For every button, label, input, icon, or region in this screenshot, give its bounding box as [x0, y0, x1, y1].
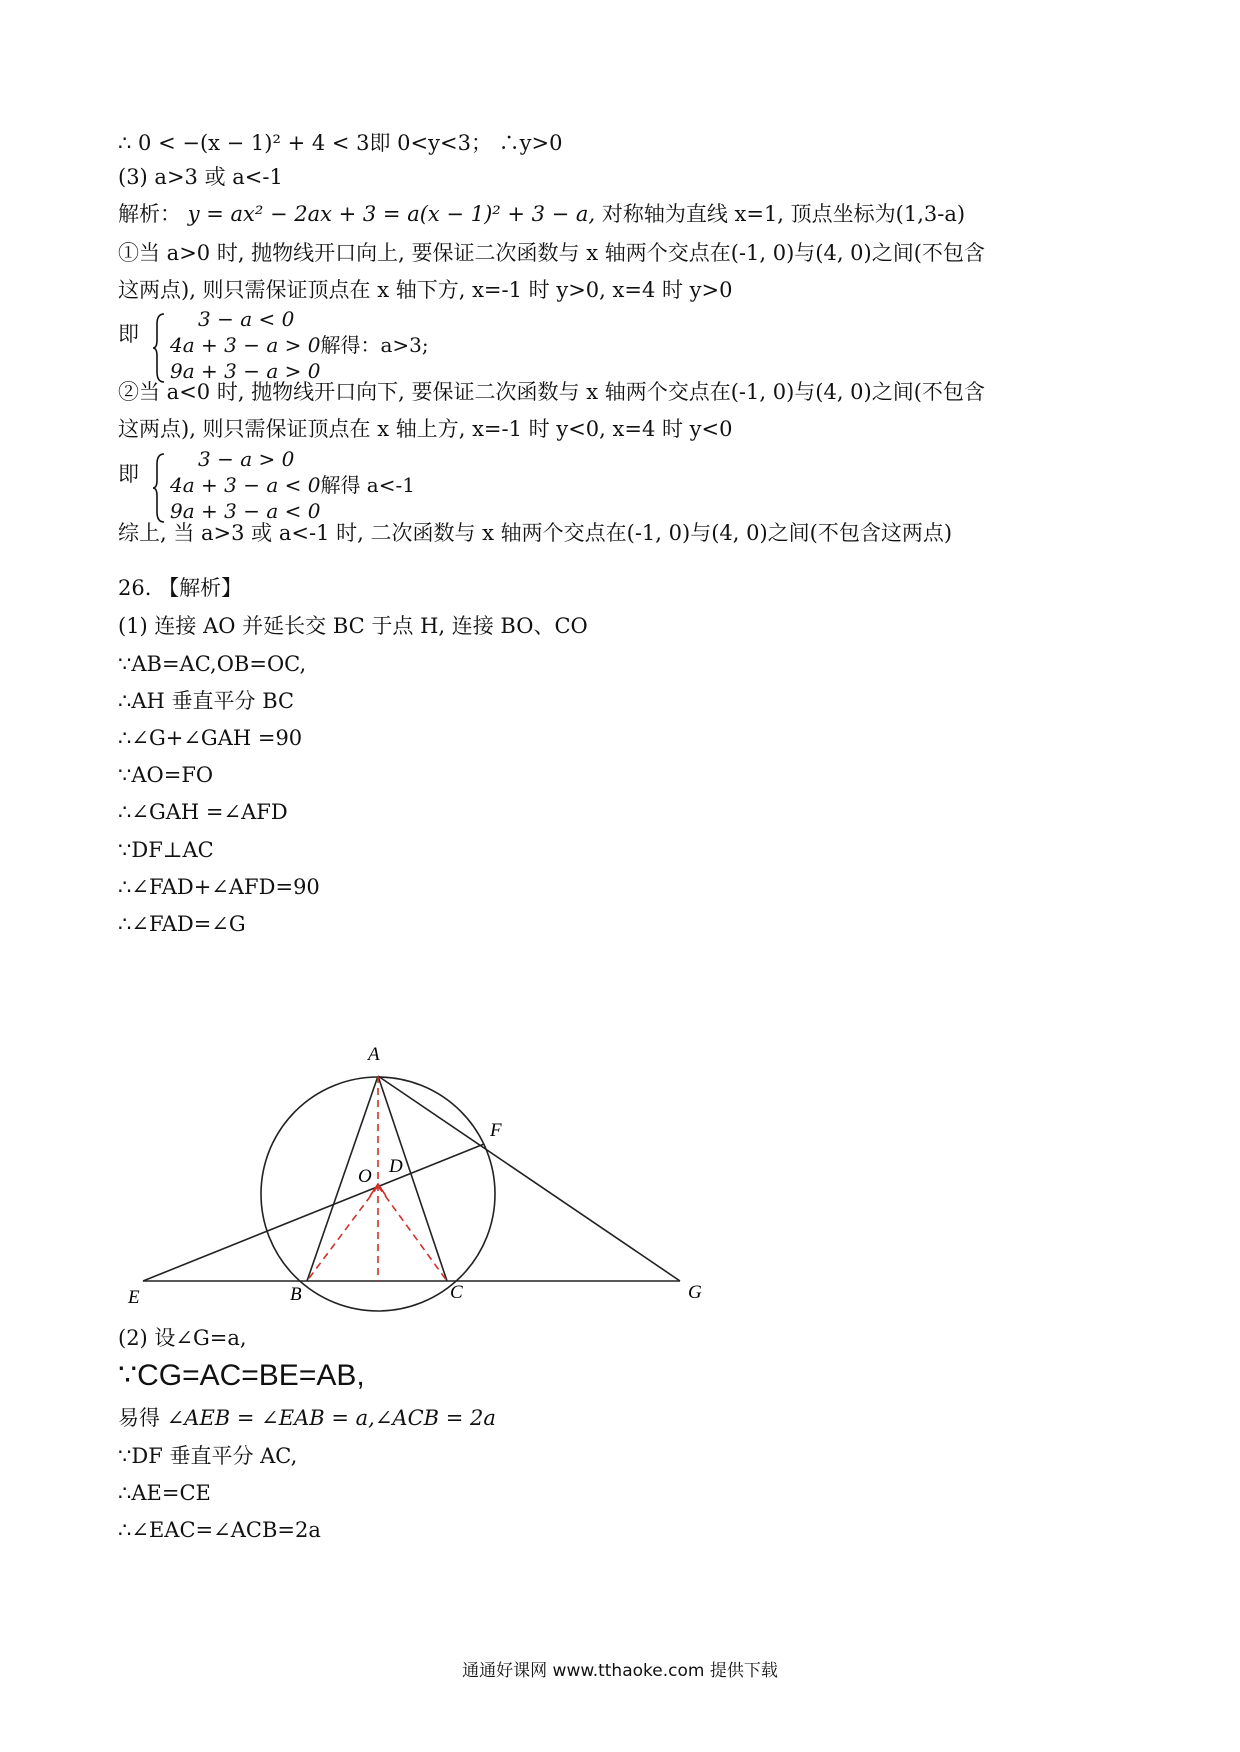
- system-1-prefix: 即: [118, 322, 139, 346]
- label-o: O: [358, 1166, 372, 1187]
- line-part2-5: ∴AE=CE: [118, 1481, 211, 1505]
- line-26-1: (1) 连接 AO 并延长交 BC 于点 H, 连接 BO、CO: [118, 614, 588, 638]
- line-part2-4: ∵DF 垂直平分 AC,: [118, 1444, 298, 1468]
- system-2-solution: 解得 a<-1: [320, 473, 415, 497]
- line-26-2: ∵AB=AC,OB=OC,: [118, 652, 307, 676]
- label-f: F: [490, 1120, 502, 1141]
- label-d: D: [389, 1156, 403, 1177]
- label-g: G: [688, 1282, 702, 1303]
- line-part2-6: ∴∠EAC=∠ACB=2a: [118, 1518, 321, 1542]
- analysis-prefix: 解析：: [118, 202, 181, 226]
- segment-ag: [378, 1076, 680, 1281]
- line-part2-3: [118, 1404, 496, 1432]
- system-1-row-3: 9a + 3 − a > 0: [170, 359, 321, 383]
- system-2-row-3: 9a + 3 − a < 0: [170, 499, 321, 523]
- line-part2-2: ∵CG=AC=BE=AB,: [118, 1359, 365, 1392]
- line-case2-b: 这两点), 则只需保证顶点在 x 轴上方, x=-1 时 y<0, x=4 时 y<0: [118, 417, 733, 441]
- footer-credit: 通通好课网 www.tthaoke.com 提供下载: [462, 1661, 778, 1681]
- segment-ac: [378, 1076, 447, 1281]
- question-26-heading: 26. 【解析】: [118, 576, 243, 600]
- system-1-row-1: 3 − a < 0: [198, 307, 295, 331]
- line-26-3: ∴AH 垂直平分 BC: [118, 689, 295, 713]
- analysis-axis: 对称轴为直线 x=1, 顶点坐标为(1,3-a): [601, 202, 966, 226]
- system-1-solution: 解得：a>3;: [320, 333, 429, 357]
- line-conclusion: 综上, 当 a>3 或 a<-1 时, 二次函数与 x 轴两个交点在(-1, 0)与(4, 0)之间(不包含这两点): [118, 521, 953, 545]
- analysis-formula: y = ax² − 2ax + 3 = a(x − 1)² + 3 − a,: [187, 202, 596, 226]
- system-2-prefix: 即: [118, 462, 139, 486]
- label-e: E: [128, 1287, 140, 1308]
- line-26-6: ∴∠GAH =∠AFD: [118, 800, 288, 824]
- label-b: B: [290, 1284, 302, 1305]
- line-26-7: ∵DF⊥AC: [118, 838, 214, 862]
- line-case1-a: ①当 a>0 时, 抛物线开口向上, 要保证二次函数与 x 轴两个交点在(-1, 0)与(4, 0)之间(不包含: [118, 241, 985, 265]
- part2-3-prefix: 易得: [118, 1406, 160, 1430]
- line-part2-1: (2) 设∠G=a,: [118, 1326, 247, 1350]
- line-26-9: ∴∠FAD=∠G: [118, 912, 246, 936]
- system-2-row-2: 4a + 3 − a < 0: [170, 473, 321, 497]
- line-26-5: ∵AO=FO: [118, 763, 214, 787]
- label-a: A: [368, 1044, 380, 1065]
- line-case2-a: ②当 a<0 时, 抛物线开口向下, 要保证二次函数与 x 轴两个交点在(-1, 0)与(4, 0)之间(不包含: [118, 380, 985, 404]
- dashed-oc: [378, 1186, 447, 1281]
- label-c: C: [450, 1282, 463, 1303]
- line-26-8: ∴∠FAD+∠AFD=90: [118, 875, 320, 899]
- line-range-result: ∴ 0 < −(x − 1)² + 4 < 3即 0<y<3； ∴y>0: [118, 131, 563, 155]
- part2-3-formula: ∠AEB = ∠EAB = a,∠ACB = 2a: [166, 1406, 496, 1430]
- system-1-row-2: 4a + 3 − a > 0: [170, 333, 321, 357]
- line-case1-b: 这两点), 则只需保证顶点在 x 轴下方, x=-1 时 y>0, x=4 时 y>0: [118, 278, 733, 302]
- system-2-row-1: 3 − a > 0: [198, 447, 295, 471]
- line-26-4: ∴∠G+∠GAH =90: [118, 726, 303, 750]
- line-part3-answer: (3) a>3 或 a<-1: [118, 165, 283, 189]
